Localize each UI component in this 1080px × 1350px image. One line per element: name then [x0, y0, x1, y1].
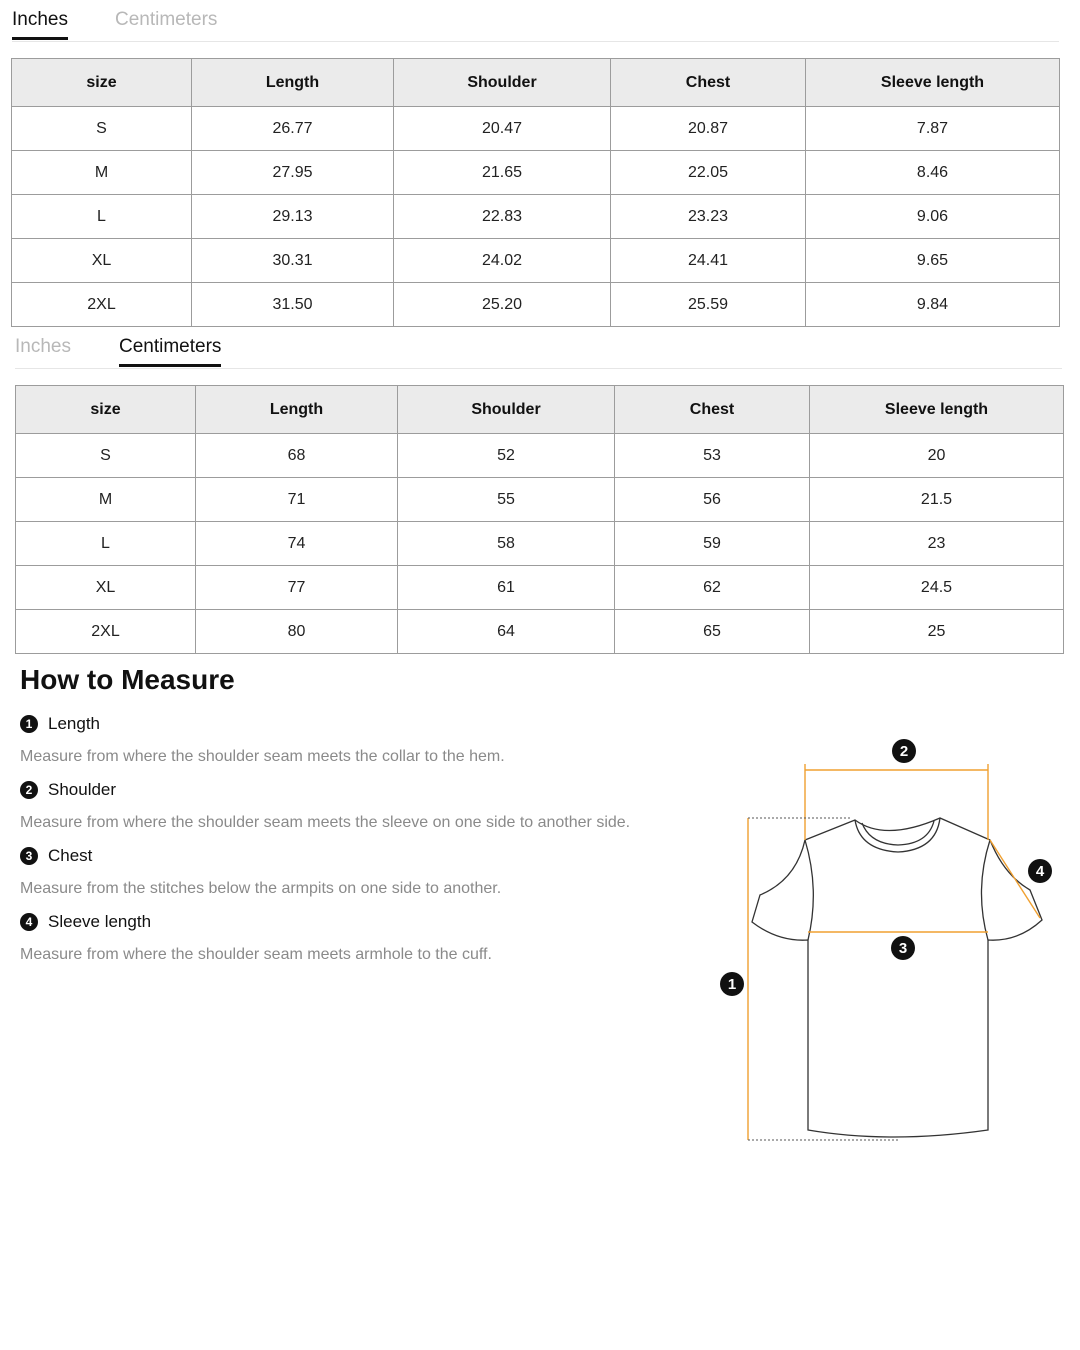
header-chest: Chest [611, 59, 806, 107]
cell: M [12, 151, 192, 195]
step-chest [20, 846, 92, 866]
table-row [12, 107, 1060, 151]
cell: 25.20 [394, 283, 611, 327]
cell: 24.02 [394, 239, 611, 283]
svg-text:4: 4 [1035, 863, 1045, 880]
step-label: Chest [48, 846, 93, 865]
table-row [16, 478, 1064, 522]
cell: 22.83 [394, 195, 611, 239]
step-description: Measure from where the shoulder seam meets the collar to the hem. [20, 748, 505, 765]
cell: 80 [196, 610, 398, 654]
step-description: Measure from the stitches below the armpits on one side to another. [20, 880, 502, 897]
header-size: size [16, 386, 196, 434]
tshirt-measure-diagram [700, 730, 1070, 1170]
cell: 23 [810, 522, 1064, 566]
step-number-icon: 2 [20, 781, 38, 799]
cell: 9.06 [806, 195, 1060, 239]
cell: L [12, 195, 192, 239]
header-size: size [12, 59, 192, 107]
table-header-row [12, 59, 1060, 107]
cell: 25 [810, 610, 1064, 654]
svg-text:2: 2 [899, 743, 909, 760]
table-row [12, 239, 1060, 283]
step-description: Measure from where the shoulder seam meets the sleeve on one side to another side. [20, 814, 631, 831]
step-label: Length [48, 714, 100, 733]
guide-lines [748, 818, 900, 1140]
cell: 7.87 [806, 107, 1060, 151]
header-shoulder: Shoulder [394, 59, 611, 107]
table-header-row [16, 386, 1064, 434]
cell: 9.65 [806, 239, 1060, 283]
header-length: Length [196, 386, 398, 434]
table-row [12, 151, 1060, 195]
cell: 2XL [16, 610, 196, 654]
header-length: Length [192, 59, 394, 107]
cell: 2XL [12, 283, 192, 327]
cell: 23.23 [611, 195, 806, 239]
cell: 65 [615, 610, 810, 654]
cell: 29.13 [192, 195, 394, 239]
cell: 9.84 [806, 283, 1060, 327]
cell: 64 [398, 610, 615, 654]
tab-centimeters[interactable]: Centimeters [115, 9, 218, 30]
unit-tabs-cm-section [15, 327, 1062, 369]
unit-tabs-inches-section [12, 0, 1059, 42]
cell: 24.41 [611, 239, 806, 283]
cell: 68 [196, 434, 398, 478]
svg-text:1: 1 [727, 976, 737, 993]
header-sleeve-length: Sleeve length [810, 386, 1064, 434]
cell: 77 [196, 566, 398, 610]
cell: 27.95 [192, 151, 394, 195]
cell: 20 [810, 434, 1064, 478]
cell: 55 [398, 478, 615, 522]
cell: 24.5 [810, 566, 1064, 610]
cell: 8.46 [806, 151, 1060, 195]
table-row [12, 283, 1060, 327]
cell: 25.59 [611, 283, 806, 327]
how-to-measure-title: How to Measure [20, 664, 235, 695]
svg-text:3: 3 [898, 940, 908, 957]
cell: 53 [615, 434, 810, 478]
cell: XL [16, 566, 196, 610]
step-label: Shoulder [48, 780, 117, 799]
cell: 20.47 [394, 107, 611, 151]
step-shoulder [20, 780, 116, 800]
header-shoulder: Shoulder [398, 386, 615, 434]
cell: 31.50 [192, 283, 394, 327]
step-sleeve-length [20, 912, 151, 932]
cell: 56 [615, 478, 810, 522]
cell: 62 [615, 566, 810, 610]
header-sleeve-length: Sleeve length [806, 59, 1060, 107]
marker-1-icon [720, 972, 744, 996]
cell: 20.87 [611, 107, 806, 151]
step-label: Sleeve length [48, 912, 152, 931]
tshirt-outline-icon [752, 818, 1042, 1137]
table-row [16, 522, 1064, 566]
tab-inches[interactable]: Inches [12, 8, 68, 40]
cell: 58 [398, 522, 615, 566]
cell: 30.31 [192, 239, 394, 283]
table-row [16, 434, 1064, 478]
cell: S [12, 107, 192, 151]
step-number-icon: 1 [20, 715, 38, 733]
cell: XL [12, 239, 192, 283]
table-row [12, 195, 1060, 239]
cell: S [16, 434, 196, 478]
marker-2-icon [892, 739, 916, 763]
cell: 74 [196, 522, 398, 566]
cm-size-table [15, 385, 1064, 654]
cell: 61 [398, 566, 615, 610]
cell: 21.5 [810, 478, 1064, 522]
step-number-icon: 3 [20, 847, 38, 865]
table-row [16, 566, 1064, 610]
tab-centimeters[interactable]: Centimeters [119, 335, 221, 367]
cell: 52 [398, 434, 615, 478]
inches-size-table [11, 58, 1060, 327]
cell: 71 [196, 478, 398, 522]
cell: 59 [615, 522, 810, 566]
step-description: Measure from where the shoulder seam meets armhole to the cuff. [20, 946, 492, 963]
marker-3-icon [891, 936, 915, 960]
cell: L [16, 522, 196, 566]
header-chest: Chest [615, 386, 810, 434]
cell: 22.05 [611, 151, 806, 195]
tab-inches[interactable]: Inches [15, 336, 71, 357]
step-number-icon: 4 [20, 913, 38, 931]
table-row [16, 610, 1064, 654]
cell: 26.77 [192, 107, 394, 151]
step-length [20, 714, 100, 734]
marker-4-icon [1028, 859, 1052, 883]
cell: 21.65 [394, 151, 611, 195]
cell: M [16, 478, 196, 522]
